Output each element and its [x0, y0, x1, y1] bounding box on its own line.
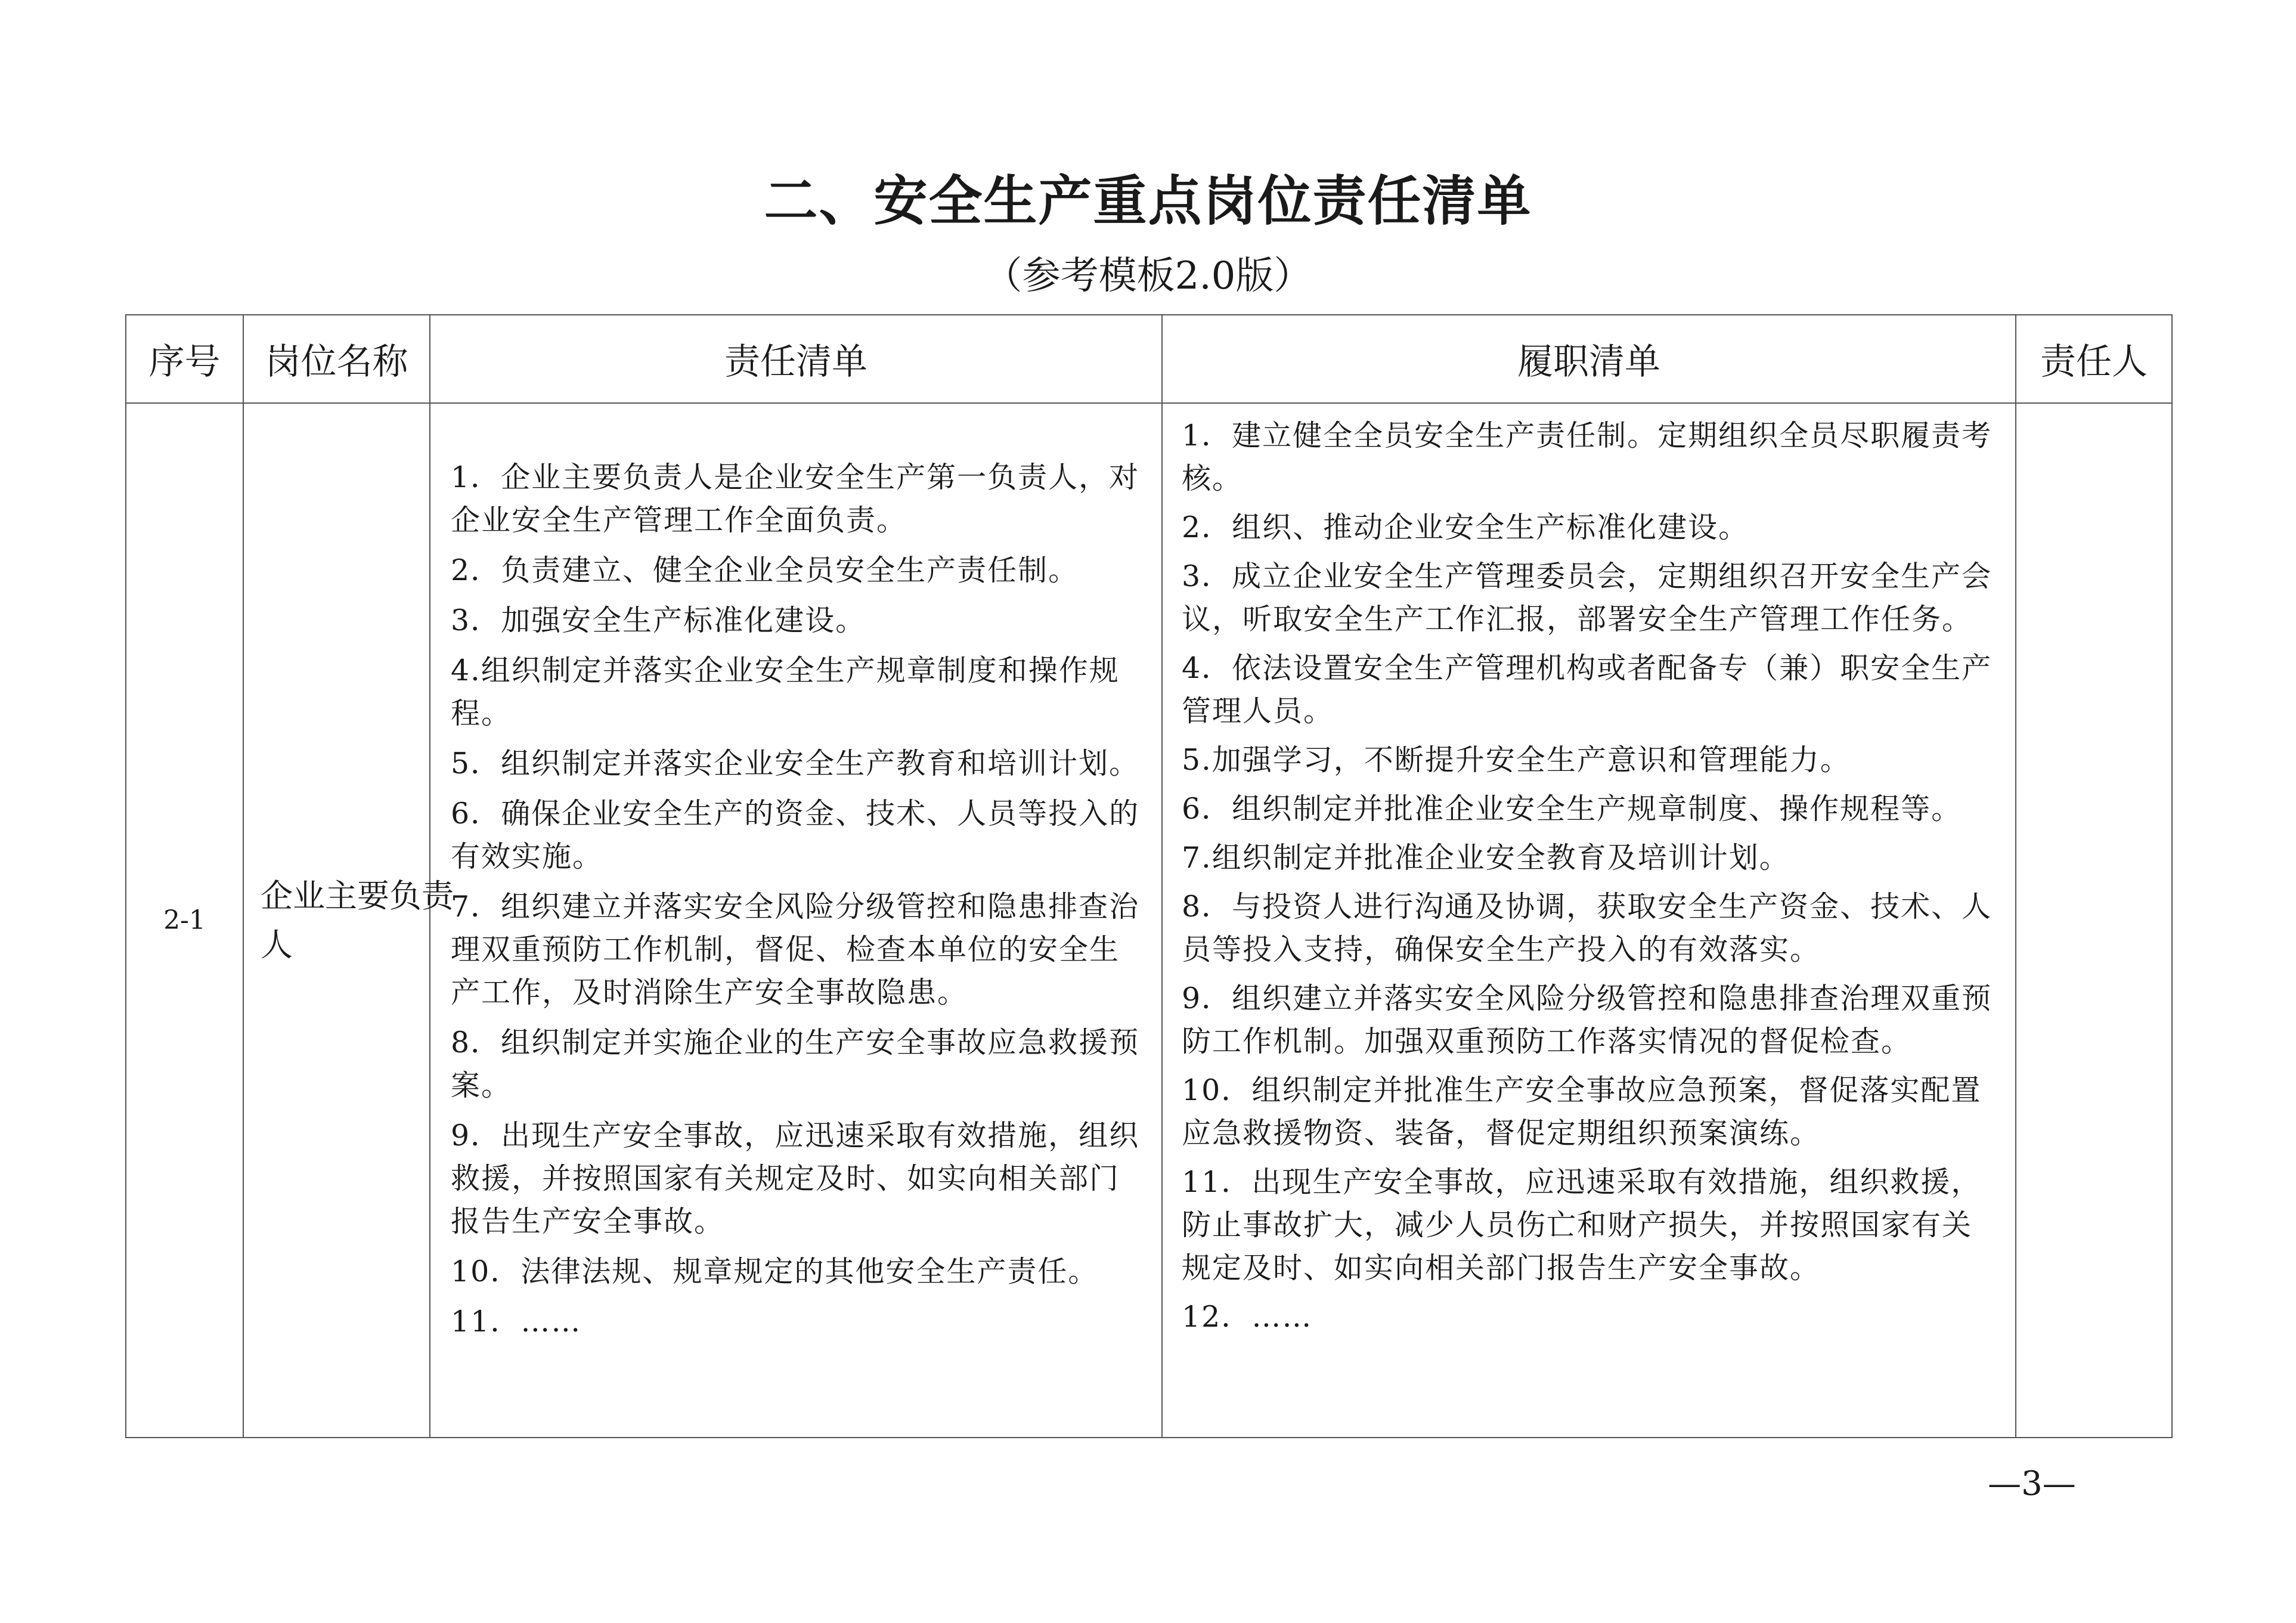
performance-list — [1182, 414, 2000, 1339]
page-title: 二、安全生产重点岗位责任清单 — [764, 170, 1532, 233]
performance-item: 8．与投资人进行沟通及协调，获取安全生产资金、技术、人员等投入支持，确保安全生产投入的有效落实。 — [1182, 890, 1993, 967]
responsibility-table — [125, 314, 2173, 1438]
row-responsibility-cell — [430, 403, 1162, 1438]
row-performance-cell — [1162, 403, 2016, 1438]
table-row — [126, 403, 2172, 1438]
performance-item: 12．…… — [1182, 1300, 1313, 1334]
responsibility-item: 11．…… — [451, 1305, 582, 1339]
header-performance-list: 履职清单 — [1162, 315, 2016, 403]
page-number: —3— — [1988, 1464, 2076, 1503]
table-header-row — [126, 315, 2172, 403]
header-responsibility-list: 责任清单 — [430, 315, 1162, 403]
performance-item: 7.组织制定并批准企业安全教育及培训计划。 — [1182, 841, 1790, 875]
row-seq: 2-1 — [126, 403, 243, 1438]
row-responsible-person[interactable] — [2016, 403, 2172, 1438]
performance-item: 11．出现生产安全事故，应迅速采取有效措施，组织救援，防止事故扩大，减少人员伤亡和财产损失，并按照国家有关规定及时、如实向相关部门报告生产安全事故。 — [1182, 1165, 1982, 1285]
row-post-name — [243, 403, 454, 1438]
responsibility-item: 4.组织制定并落实企业安全生产规章制度和操作规程。 — [451, 653, 1120, 730]
responsibility-item: 9．出现生产安全事故，应迅速采取有效措施，组织救援，并按照国家有关规定及时、如实向相关部门报告生产安全事故。 — [451, 1119, 1140, 1238]
header-post-name: 岗位名称 — [243, 315, 430, 403]
responsibility-item: 3．加强安全生产标准化建设。 — [451, 603, 866, 637]
performance-item: 4．依法设置安全生产管理机构或者配备专（兼）职安全生产管理人员。 — [1182, 651, 1993, 728]
performance-item: 3．成立企业安全生产管理委员会，定期组织召开安全生产会议，听取安全生产工作汇报，部署安全生产管理工作任务。 — [1182, 559, 1993, 636]
performance-item: 2．组织、推动企业安全生产标准化建设。 — [1182, 510, 1749, 544]
header-seq: 序号 — [126, 315, 243, 403]
post-name-text: 企业主要负责人 — [261, 876, 454, 964]
responsibility-item: 7．组织建立并落实安全风险分级管控和隐患排查治理双重预防工作机制，督促、检查本单位的安全生产工作，及时消除生产安全事故隐患。 — [451, 890, 1140, 1009]
responsibility-item: 5．组织制定并落实企业安全生产教育和培训计划。 — [451, 747, 1140, 780]
responsibility-item: 8．组织制定并实施企业的生产安全事故应急救援预案。 — [451, 1026, 1140, 1102]
performance-item: 9．组织建立并落实安全风险分级管控和隐患排查治理双重预防工作机制。加强双重预防工作落实情况的督促检查。 — [1182, 981, 1993, 1058]
performance-item: 1．建立健全全员安全生产责任制。定期组织全员尽职履责考核。 — [1182, 419, 1993, 495]
responsibility-list — [451, 456, 1146, 1343]
performance-item: 6．组织制定并批准企业安全生产规章制度、操作规程等。 — [1182, 792, 1962, 826]
performance-item: 5.加强学习，不断提升安全生产意识和管理能力。 — [1182, 743, 1851, 777]
responsibility-item: 6．确保企业安全生产的资金、技术、人员等投入的有效实施。 — [451, 797, 1140, 874]
responsibility-item: 2．负责建立、健全企业全员安全生产责任制。 — [451, 553, 1079, 587]
page-subtitle: （参考模板2.0版） — [984, 254, 1312, 298]
performance-item: 10．组织制定并批准生产安全事故应急预案，督促落实配置应急救援物资、装备，督促定期组织预案演练。 — [1182, 1073, 1982, 1150]
header-responsible-person: 责任人 — [2016, 315, 2172, 403]
responsibility-item: 10．法律法规、规章规定的其他安全生产责任。 — [451, 1255, 1099, 1289]
responsibility-item: 1．企业主要负责人是企业安全生产第一负责人，对企业安全生产管理工作全面负责。 — [451, 460, 1140, 537]
